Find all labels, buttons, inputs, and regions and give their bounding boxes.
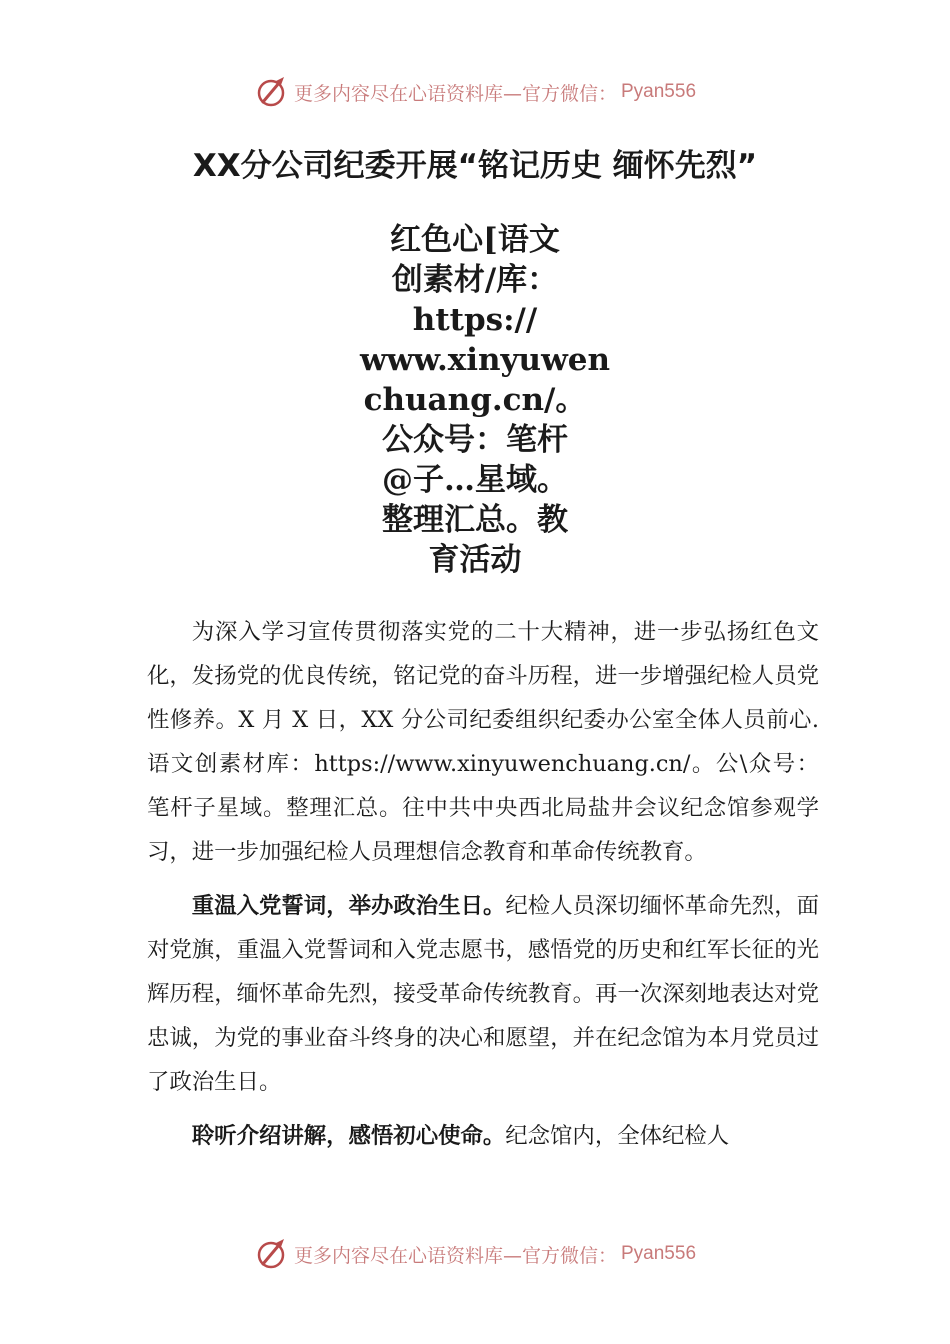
title-continuation xyxy=(360,220,611,580)
title-line: 整理汇总。教 xyxy=(382,502,568,538)
title-line: 红色心[语文 xyxy=(390,222,560,258)
banner-wechat-id: Pyan556 xyxy=(621,1243,697,1264)
header-banner xyxy=(0,70,950,114)
title-line: chuang.cn/。 xyxy=(363,382,587,418)
paragraph-text: 纪念馆内，全体纪检人 xyxy=(505,1123,730,1149)
footer-banner xyxy=(0,1232,950,1276)
document-title: XX分公司纪委开展“铭记历史 缅怀先烈” xyxy=(192,148,758,184)
title-line: 创素材/库： xyxy=(391,262,559,298)
paragraph-intro xyxy=(147,610,819,874)
paragraph-lead: 聆听介绍讲解，感悟初心使命。 xyxy=(191,1123,506,1149)
paragraph-text: 为深入学习宣传贯彻落实党的二十大精神，进一步弘扬红色文化，发扬党的优良传统，铭记党的奋斗历程，进一步增强纪检人员党性修养。X 月 X 日，XX 分公司纪委组织纪委办公室全体人员前心.语文创素材库：https://www.xinyuwenchuang.cn/。公\众号：笔杆子星域。整理汇总。往中共中央西北局盐井会议纪念馆参观学习，进一步加强纪检人员理想信念教育和革命传统教育。 xyxy=(147,619,819,865)
banner-text: 更多内容尽在心语资料库—官方微信： xyxy=(293,82,617,105)
paragraph-lead: 重温入党誓词，举办政治生日。 xyxy=(191,893,506,919)
paragraph-text: 纪检人员深切缅怀革命先烈，面对党旗，重温入党誓词和入党志愿书，感悟党的历史和红军长征的光辉历程，缅怀革命先烈，接受革命传统教育。再一次深刻地表达对党忠诚，为党的事业奋斗终身的决心和愿望，并在纪念馆为本月党员过了政治生日。 xyxy=(147,893,820,1095)
title-line: 育活动 xyxy=(428,542,522,578)
banner-text: 更多内容尽在心语资料库—官方微信： xyxy=(293,1244,617,1267)
document-body xyxy=(147,610,819,1168)
paragraph-oath xyxy=(147,884,819,1104)
banner-wechat-id: Pyan556 xyxy=(621,81,697,102)
title-line: www.xinyuwen xyxy=(360,342,611,378)
title-line: 公众号：笔杆 xyxy=(382,422,568,458)
title-line: @子…星域。 xyxy=(382,462,568,498)
paragraph-explanation xyxy=(147,1114,819,1158)
brush-logo-icon xyxy=(254,1237,288,1271)
title-line: https:// xyxy=(412,302,538,338)
brush-logo-icon xyxy=(254,75,288,109)
